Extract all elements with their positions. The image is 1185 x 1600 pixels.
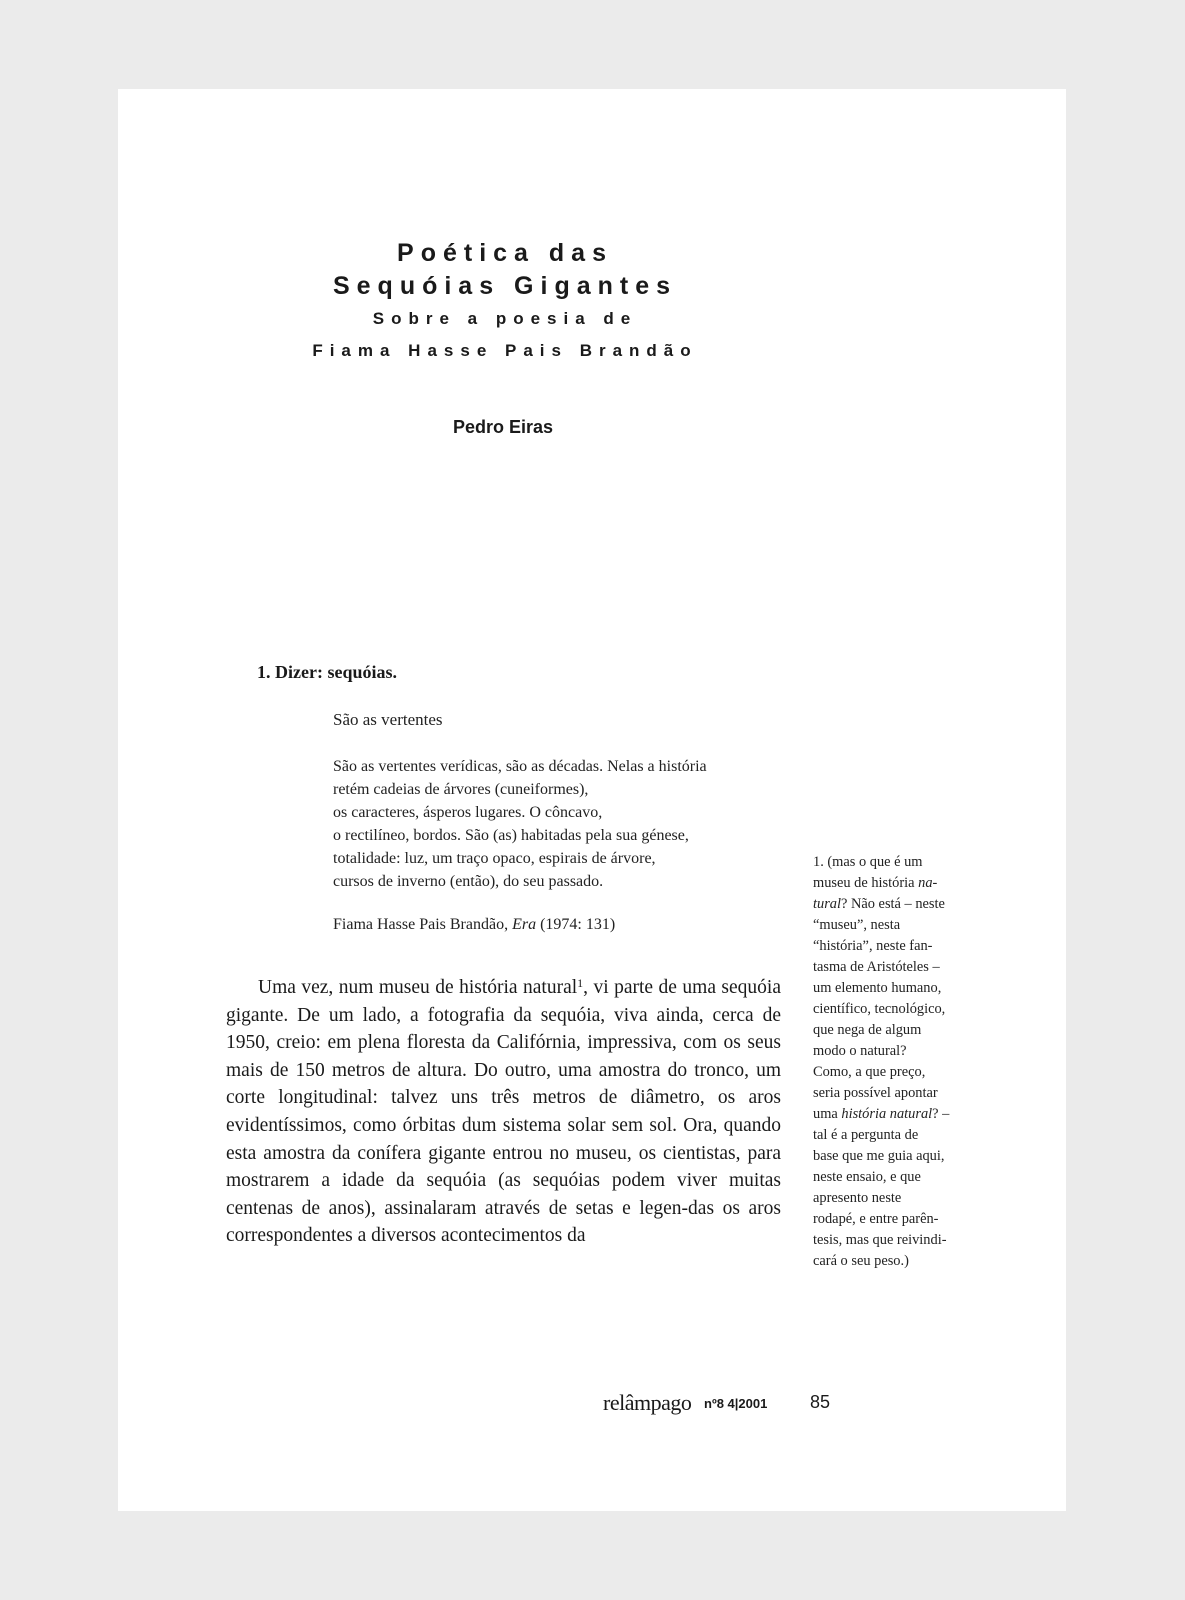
subtitle-line-2: Fiama Hasse Pais Brandão [312,341,698,360]
footnote-line: Como, a que preço, [813,1064,926,1080]
footnote-line: tasma de Aristóteles – [813,959,940,975]
footnote-line: que nega de algum [813,1022,922,1038]
footnote-text: museu de história [813,875,919,891]
footnote-line: tesis, mas que reivindi- [813,1232,947,1248]
footnote-italic: na- [918,875,938,891]
footnote-line: seria possível apontar [813,1085,938,1101]
section-heading: 1. Dizer: sequóias. [257,662,397,682]
footnote-line: tal é a pergunta de [813,1127,919,1143]
poem-line: o rectilíneo, bordos. São (as) habitadas pela sua génese, [333,827,689,844]
footnote-line: um elemento humano, [813,980,942,996]
footnote-text: ? Não está – neste [841,896,945,912]
citation-work: Era [512,916,537,933]
footnote-italic: tural [813,896,841,912]
poem-line: retém cadeias de árvores (cuneiformes), [333,781,589,798]
citation-author: Fiama Hasse Pais Brandão, [333,916,513,933]
body-paragraph [226,974,781,1250]
poem-line: os caracteres, ásperos lugares. O côncavo, [333,804,603,821]
footnote-line: “museu”, nesta [813,917,901,933]
footnote-italic: história natural [841,1106,933,1122]
footnote-text: ? – [932,1106,950,1122]
poem-line: São as vertentes verídicas, são as décadas. Nelas a história [333,758,707,775]
footnote-text: uma [813,1106,842,1122]
footnote-line: rodapé, e entre parên- [813,1211,939,1227]
citation-ref: (1974: 131) [536,916,616,933]
footnote-line: apresento neste [813,1190,902,1206]
body-text [226,974,781,1250]
page-number: 85 [810,1392,831,1412]
footnote-line: modo o natural? [813,1043,907,1059]
body-text-start: Uma vez, num museu de história natural [258,977,578,998]
footnote [813,852,983,1272]
footnote-line: científico, tecnológico, [813,1001,946,1017]
subtitle-line-1: Sobre a poesia de [372,309,638,328]
footnote-line: neste ensaio, e que [813,1169,921,1185]
author-name: Pedro Eiras [452,417,554,437]
poem-title: São as vertentes [333,710,443,729]
footnote-line: “história”, neste fan- [813,938,933,954]
title-line-2: Sequóias Gigantes [332,272,678,300]
title-line-1: Poética das [397,239,613,267]
footnote-line: 1. (mas o que é um [813,854,923,870]
body-text-rest: , vi parte de uma sequóia gigante. De um lado, a fotografia da sequóia, viva ainda, cerca de 1950, creio: em plena floresta da Califórnia, impressiva, com os seus mais de 150 metros de altura. Do outro, uma amostra do tronco, um corte longitudinal: talvez uns três metros de diâmetro, os aros evidentíssimos, como órbitas dum sistema solar sem sol. Ora, quando esta amostra da conífera gigante entrou no museu, os cientistas, para mostrarem a idade da sequóia (as sequóias podem viver muitas centenas de anos), assinalaram através de setas e legen-das os aros correspondentes a diversos acontecimentos da [226,977,781,1247]
footnote-line [813,1104,983,1125]
footnote-line: base que me guia aqui, [813,1148,945,1164]
footnote-line: cará o seu peso.) [813,1253,909,1269]
journal-brand: relâmpago [603,1390,692,1415]
page-footer [600,1390,840,1420]
poem-line: cursos de inverno (então), do seu passado. [333,873,604,890]
title-block [0,237,1010,367]
footnote-line [813,873,983,894]
footnote-line [813,894,983,915]
poem-line: totalidade: luz, um traço opaco, espirais de árvore, [333,850,656,867]
journal-issue: nº8 4|2001 [704,1396,768,1411]
poem-epigraph [333,708,803,936]
footnote-ref[interactable]: 1 [577,976,584,990]
poem-citation [333,913,803,936]
